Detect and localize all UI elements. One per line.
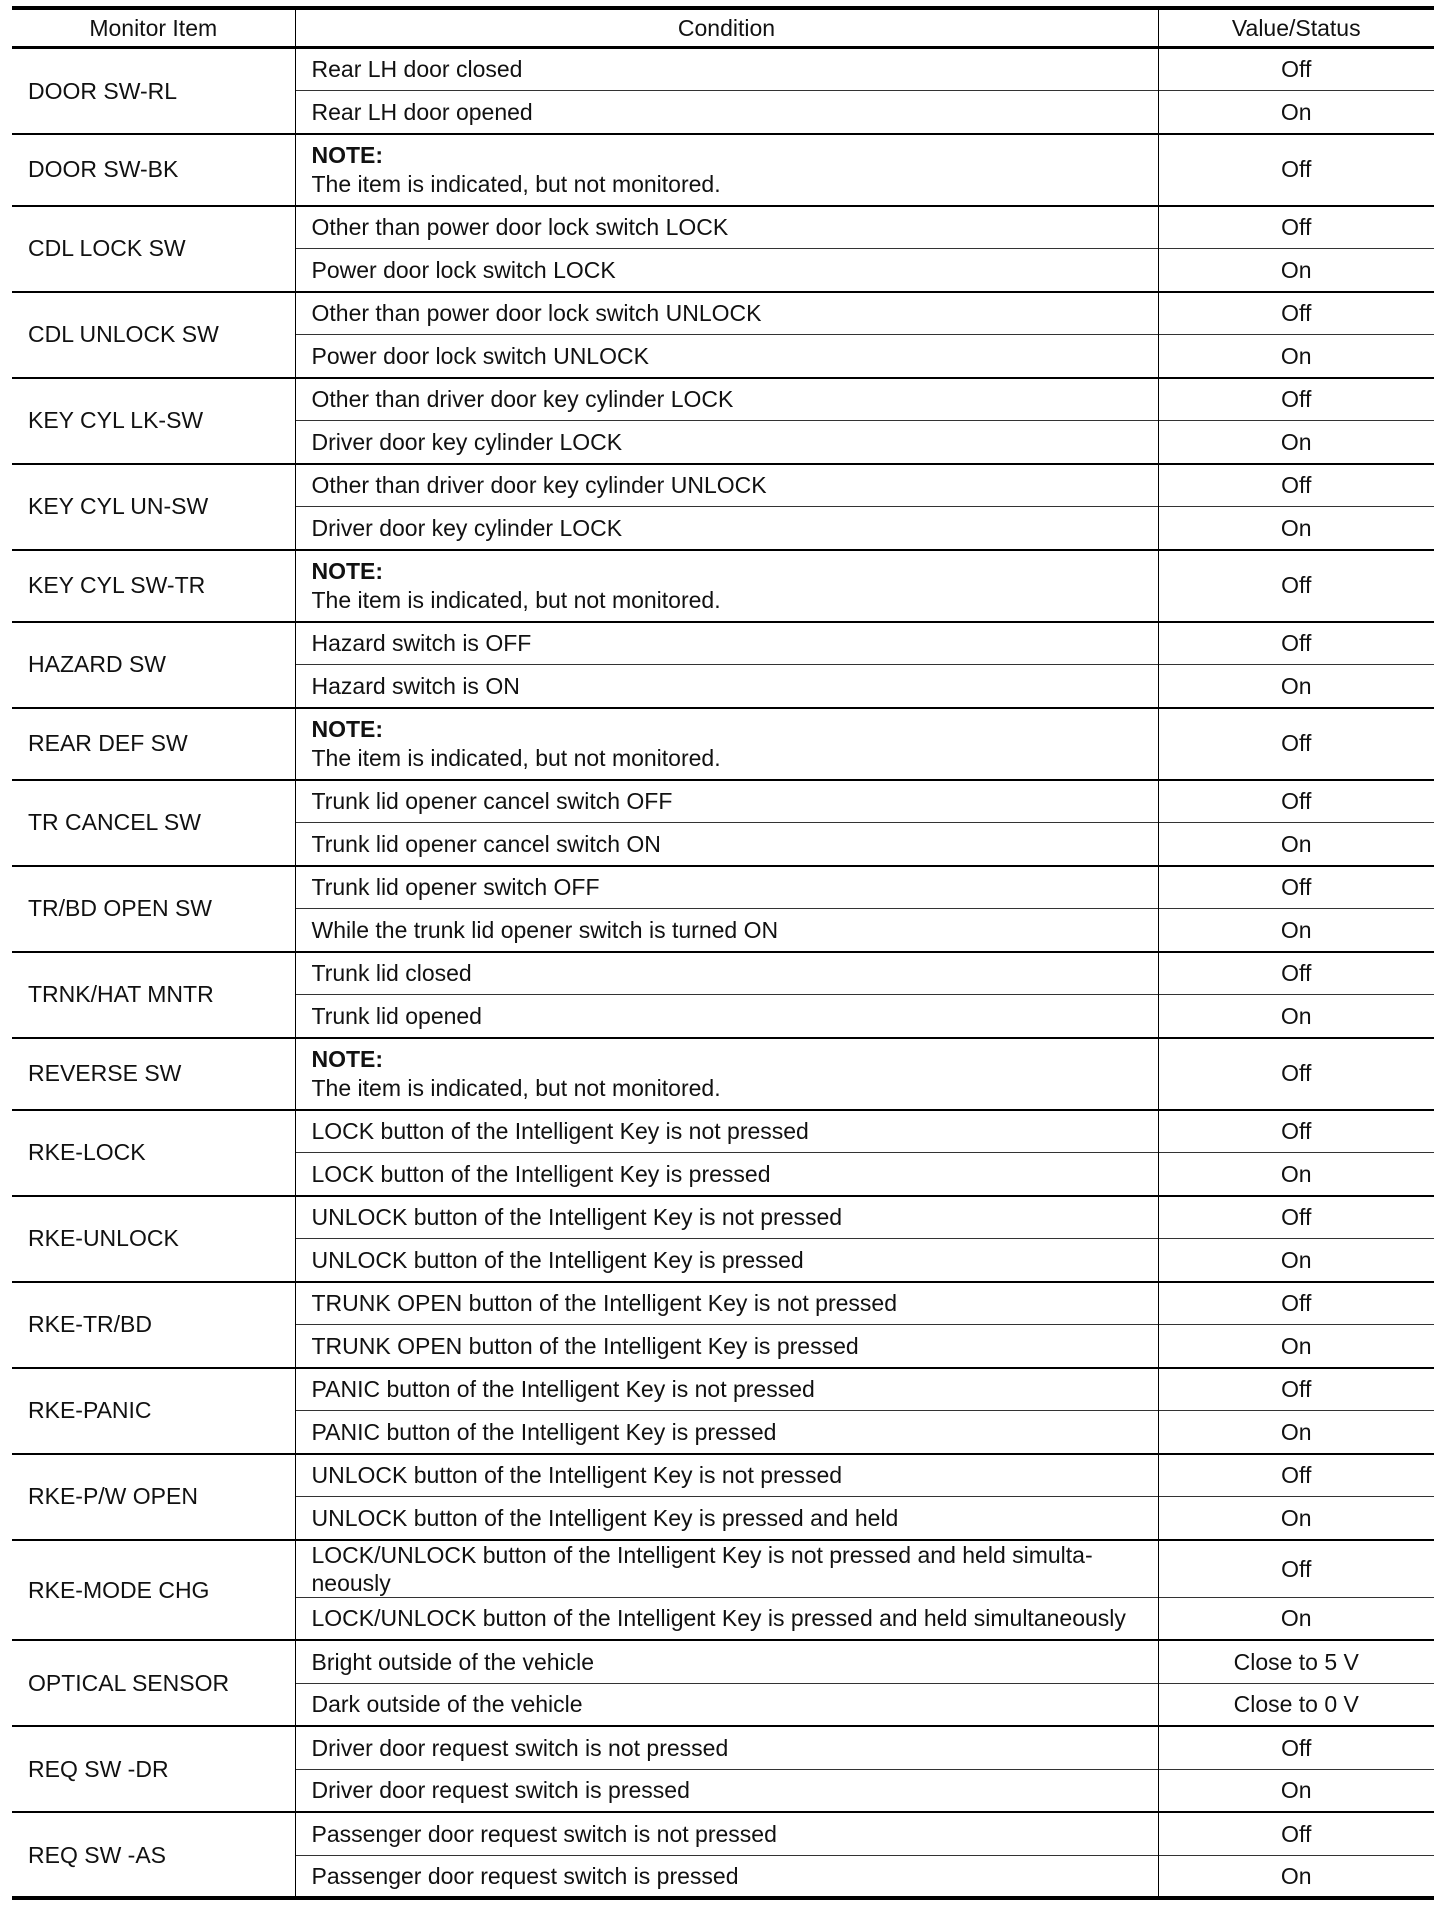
- condition-text: Trunk lid opener cancel switch OFF: [311, 788, 673, 815]
- monitor-item-cell: CDL UNLOCK SW: [12, 292, 295, 378]
- condition-cell: [295, 1196, 1158, 1239]
- note-label: NOTE:: [311, 1046, 384, 1073]
- value-status-cell: Off: [1158, 622, 1434, 665]
- condition-text: PANIC button of the Intelligent Key is not pressed: [311, 1376, 815, 1403]
- value-status-cell: Off: [1281, 56, 1312, 83]
- table-row: [12, 1540, 1434, 1598]
- condition-cell: [295, 866, 1158, 909]
- condition-cell: [295, 134, 1158, 206]
- condition-cell: [295, 378, 1158, 421]
- value-status-cell: On: [1158, 421, 1434, 464]
- table-row: [12, 1454, 1434, 1497]
- table-row: [12, 1196, 1434, 1239]
- condition-cell: [295, 206, 1158, 249]
- condition-cell: [295, 1110, 1158, 1153]
- condition-text: Rear LH door opened: [311, 98, 533, 125]
- value-status-cell: Off: [1158, 550, 1434, 622]
- condition-cell: [295, 249, 1158, 292]
- condition-cell: [295, 1769, 1158, 1812]
- condition-cell: [295, 1411, 1158, 1454]
- table-row: [12, 1812, 1434, 1855]
- condition-cell: [295, 1855, 1158, 1898]
- condition-cell: [295, 550, 1158, 622]
- condition-cell: [295, 823, 1158, 866]
- condition-cell: [295, 1497, 1158, 1540]
- condition-text: LOCK button of the Intelligent Key is pressed: [311, 1160, 771, 1187]
- condition-text: The item is indicated, but not monitored.: [311, 586, 721, 613]
- monitor-item-cell: REAR DEF SW: [12, 708, 295, 780]
- value-status-cell: On: [1158, 1855, 1434, 1898]
- value-status-cell: On: [1158, 507, 1434, 550]
- value-status-cell: Off: [1158, 1282, 1434, 1325]
- condition-text: UNLOCK button of the Intelligent Key is pressed and held: [311, 1504, 899, 1531]
- monitor-item-cell: REVERSE SW: [12, 1038, 295, 1110]
- monitor-item-cell: RKE-MODE CHG: [12, 1540, 295, 1641]
- monitor-item-cell: KEY CYL SW-TR: [12, 550, 295, 622]
- value-status-cell: Off: [1158, 1368, 1434, 1411]
- condition-cell: [295, 622, 1158, 665]
- monitor-item-cell: RKE-TR/BD: [12, 1282, 295, 1368]
- condition-text: Other than driver door key cylinder LOCK: [311, 386, 734, 413]
- value-status-cell: Close to 0 V: [1158, 1683, 1434, 1726]
- condition-cell: [295, 995, 1158, 1038]
- monitor-item-cell: REQ SW -AS: [12, 1812, 295, 1898]
- condition-text: Trunk lid opened: [311, 1002, 482, 1029]
- table-row: [12, 134, 1434, 206]
- value-status-cell: On: [1158, 909, 1434, 952]
- table-row: [12, 1038, 1434, 1110]
- monitor-item-cell: OPTICAL SENSOR: [12, 1640, 295, 1726]
- condition-cell: [295, 421, 1158, 464]
- condition-cell: [295, 507, 1158, 550]
- condition-text: TRUNK OPEN button of the Intelligent Key is pressed: [311, 1332, 859, 1359]
- value-status-cell: Off: [1158, 708, 1434, 780]
- condition-text: Other than power door lock switch LOCK: [311, 214, 729, 241]
- condition-cell: [295, 780, 1158, 823]
- monitor-item-cell: DOOR SW-RL: [12, 48, 295, 134]
- condition-text: The item is indicated, but not monitored.: [311, 744, 721, 771]
- value-status-cell: On: [1158, 249, 1434, 292]
- value-status-cell: Off: [1158, 292, 1434, 335]
- note-label: NOTE:: [311, 558, 384, 585]
- condition-cell: [295, 1325, 1158, 1368]
- monitor-item-cell: KEY CYL LK-SW: [12, 378, 295, 464]
- condition-text: Other than driver door key cylinder UNLOCK: [311, 472, 767, 499]
- value-status-cell: Off: [1158, 206, 1434, 249]
- value-status-cell: On: [1158, 335, 1434, 378]
- table-row: [12, 292, 1434, 335]
- condition-cell: [295, 1454, 1158, 1497]
- table-row: [12, 1726, 1434, 1769]
- header-value-status: Value/Status: [1158, 8, 1434, 48]
- value-status-cell: On: [1158, 1769, 1434, 1812]
- condition-text: The item is indicated, but not monitored.: [311, 170, 721, 197]
- condition-cell: [295, 1153, 1158, 1196]
- condition-text: LOCK/UNLOCK button of the Intelligent Key is pressed and held simultaneously: [311, 1605, 1126, 1632]
- monitor-table-container: [12, 6, 1434, 1900]
- condition-cell: [295, 1640, 1158, 1683]
- table-row: [12, 866, 1434, 909]
- value-status-cell: On: [1158, 1153, 1434, 1196]
- table-row: [12, 1368, 1434, 1411]
- condition-text: Passenger door request switch is not pressed: [311, 1820, 777, 1847]
- condition-text: UNLOCK button of the Intelligent Key is not pressed: [311, 1204, 843, 1231]
- monitor-item-cell: CDL LOCK SW: [12, 206, 295, 292]
- condition-text: LOCK button of the Intelligent Key is not pressed: [311, 1118, 809, 1145]
- value-status-cell: Off: [1158, 1110, 1434, 1153]
- value-status-cell: Off: [1158, 1454, 1434, 1497]
- condition-text: Power door lock switch LOCK: [311, 256, 616, 283]
- condition-cell: [295, 1282, 1158, 1325]
- value-status-cell: On: [1158, 823, 1434, 866]
- table-row: [12, 780, 1434, 823]
- condition-text: UNLOCK button of the Intelligent Key is pressed: [311, 1246, 804, 1273]
- monitor-item-cell: DOOR SW-BK: [12, 134, 295, 206]
- condition-text: While the trunk lid opener switch is turned ON: [311, 916, 779, 943]
- monitor-item-cell: TR CANCEL SW: [12, 780, 295, 866]
- value-status-cell: Off: [1158, 1812, 1434, 1855]
- condition-cell: [295, 1726, 1158, 1769]
- table-row: [12, 550, 1434, 622]
- header-monitor-item: Monitor Item: [12, 8, 295, 48]
- table-row: [12, 952, 1434, 995]
- condition-text: PANIC button of the Intelligent Key is pressed: [311, 1418, 777, 1445]
- value-status-cell: On: [1158, 1325, 1434, 1368]
- condition-text: LOCK/UNLOCK button of the Intelligent Key is not pressed and held simulta-neously: [311, 1541, 1093, 1596]
- table-row: [12, 378, 1434, 421]
- monitor-item-cell: KEY CYL UN-SW: [12, 464, 295, 550]
- table-row: [12, 708, 1434, 780]
- monitor-item-cell: TRNK/HAT MNTR: [12, 952, 295, 1038]
- note-label: NOTE:: [311, 716, 384, 743]
- condition-cell: [295, 292, 1158, 335]
- condition-cell: [295, 665, 1158, 708]
- table-row: [12, 48, 1434, 91]
- table-row: [12, 1110, 1434, 1153]
- value-status-cell: Off: [1158, 134, 1434, 206]
- table-row: [12, 1640, 1434, 1683]
- monitor-item-cell: REQ SW -DR: [12, 1726, 295, 1812]
- condition-text: Driver door request switch is pressed: [311, 1777, 690, 1804]
- condition-text: Hazard switch is OFF: [311, 630, 532, 657]
- condition-text: Other than power door lock switch UNLOCK: [311, 300, 762, 327]
- value-status-cell: On: [1158, 1411, 1434, 1454]
- value-status-cell: On: [1158, 1239, 1434, 1282]
- table-row: [12, 206, 1434, 249]
- condition-cell: [295, 1597, 1158, 1640]
- value-status-cell: Off: [1158, 1196, 1434, 1239]
- condition-text: Rear LH door closed: [311, 56, 523, 83]
- condition-text: Trunk lid opener switch OFF: [311, 874, 600, 901]
- value-status-cell: On: [1158, 91, 1434, 134]
- value-status-cell: On: [1158, 665, 1434, 708]
- condition-text: Trunk lid closed: [311, 960, 472, 987]
- condition-cell: [295, 952, 1158, 995]
- condition-text: Driver door key cylinder LOCK: [311, 514, 623, 541]
- condition-cell: [295, 464, 1158, 507]
- condition-cell: [295, 48, 1158, 91]
- note-label: NOTE:: [311, 142, 384, 169]
- monitor-item-cell: RKE-LOCK: [12, 1110, 295, 1196]
- table-row: [12, 464, 1434, 507]
- condition-cell: [295, 91, 1158, 134]
- monitor-item-cell: RKE-P/W OPEN: [12, 1454, 295, 1540]
- condition-text: Power door lock switch UNLOCK: [311, 342, 649, 369]
- value-status-cell: Off: [1158, 464, 1434, 507]
- condition-text: The item is indicated, but not monitored.: [311, 1074, 721, 1101]
- value-status-cell: Off: [1158, 952, 1434, 995]
- condition-text: Dark outside of the vehicle: [311, 1691, 583, 1718]
- table-body: [12, 48, 1434, 1899]
- condition-text: Trunk lid opener cancel switch ON: [311, 830, 661, 857]
- table-header-row: [12, 8, 1434, 48]
- value-status-cell: Close to 5 V: [1158, 1640, 1434, 1683]
- condition-text: UNLOCK button of the Intelligent Key is not pressed: [311, 1462, 843, 1489]
- table-row: [12, 622, 1434, 665]
- value-status-cell: Off: [1158, 378, 1434, 421]
- value-status-cell: On: [1158, 1497, 1434, 1540]
- condition-text: Bright outside of the vehicle: [311, 1648, 595, 1675]
- value-status-cell: On: [1158, 1597, 1434, 1640]
- table-row: [12, 1282, 1434, 1325]
- condition-text: Passenger door request switch is pressed: [311, 1862, 739, 1889]
- monitor-item-cell: TR/BD OPEN SW: [12, 866, 295, 952]
- monitor-item-cell: RKE-UNLOCK: [12, 1196, 295, 1282]
- value-status-cell: Off: [1158, 1540, 1434, 1598]
- condition-cell: [295, 1239, 1158, 1282]
- condition-cell: [295, 1540, 1158, 1598]
- value-status-cell: Off: [1158, 866, 1434, 909]
- value-status-cell: Off: [1158, 780, 1434, 823]
- condition-cell: [295, 1038, 1158, 1110]
- condition-cell: [295, 909, 1158, 952]
- condition-cell: [295, 1368, 1158, 1411]
- monitor-item-cell: HAZARD SW: [12, 622, 295, 708]
- condition-cell: [295, 708, 1158, 780]
- condition-text: Driver door request switch is not pressed: [311, 1734, 729, 1761]
- condition-cell: [295, 335, 1158, 378]
- value-status-cell: Off: [1158, 1726, 1434, 1769]
- header-condition: Condition: [295, 8, 1158, 48]
- monitor-item-cell: RKE-PANIC: [12, 1368, 295, 1454]
- monitor-table: [12, 6, 1434, 1900]
- condition-cell: [295, 1812, 1158, 1855]
- condition-text: Hazard switch is ON: [311, 672, 520, 699]
- condition-text: Driver door key cylinder LOCK: [311, 428, 623, 455]
- value-status-cell: On: [1158, 995, 1434, 1038]
- condition-cell: [295, 1683, 1158, 1726]
- condition-text: TRUNK OPEN button of the Intelligent Key is not pressed: [311, 1290, 898, 1317]
- value-status-cell: Off: [1158, 1038, 1434, 1110]
